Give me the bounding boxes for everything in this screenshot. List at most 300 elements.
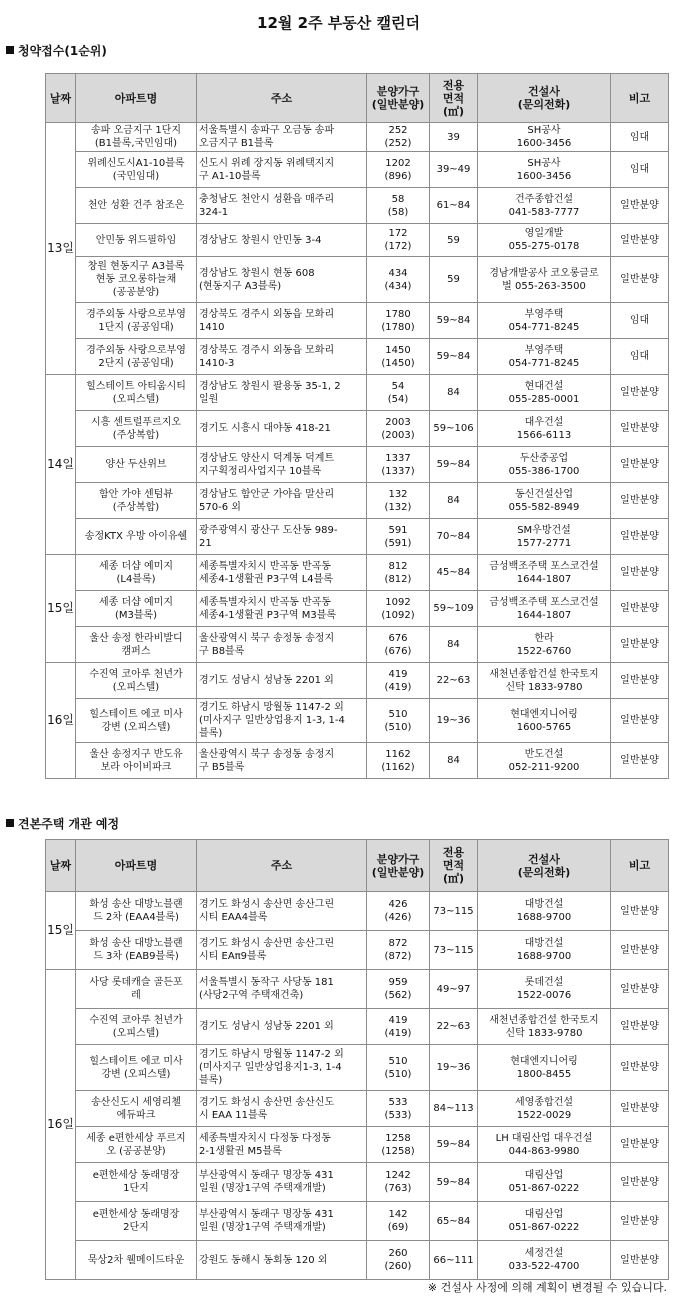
units-line: (763) — [384, 1183, 412, 1194]
address-line: 오금지구 B1블록 — [199, 138, 274, 149]
note-cell: 일반분양 — [611, 257, 669, 303]
header-units — [367, 74, 430, 123]
builder-line: 041-583-7777 — [508, 206, 580, 218]
apartment-name-line: 2단지 (공공임대) — [98, 357, 174, 369]
header-label: (일반분양) — [371, 98, 425, 111]
address-cell — [197, 257, 367, 303]
apartment-name-line: 안민동 위드필하임 — [95, 234, 177, 246]
builder-line: 055-582-8949 — [508, 501, 580, 513]
header-label: 전용 — [442, 846, 465, 859]
units-line: (252) — [384, 138, 412, 149]
builder-cell — [478, 663, 611, 699]
units-line: 1242 — [385, 1170, 411, 1181]
builder-line: 세정건설 — [524, 1248, 564, 1259]
builder-line: 건주종합건설 — [515, 193, 573, 205]
apartment-name-cell — [76, 1163, 197, 1202]
apartment-name-line: 시흥 센트럴푸르지오 — [90, 416, 182, 428]
apartment-name-line: 강변 (오피스텔) — [101, 721, 171, 733]
note-cell: 일반분양 — [611, 970, 669, 1009]
area-cell: 59~106 — [430, 411, 478, 447]
table-row — [46, 1091, 669, 1127]
area-cell: 59~84 — [430, 1163, 478, 1202]
apartment-name-line: e편한세상 동래명장 — [92, 1170, 180, 1181]
area-cell: 22~63 — [430, 1009, 478, 1045]
builder-cell — [478, 447, 611, 483]
area-cell: 84 — [430, 627, 478, 663]
units-line: (1780) — [381, 321, 415, 333]
builder-line: 1522-0029 — [516, 1109, 572, 1121]
apartment-name-line: 레 — [131, 990, 141, 1001]
apartment-name-line: 울산 송정지구 반도유 — [89, 748, 183, 760]
units-cell — [367, 1241, 430, 1280]
table-row — [46, 743, 669, 779]
address-cell — [197, 699, 367, 743]
builder-line: 1800-8455 — [516, 1068, 572, 1080]
units-line: (533) — [384, 1109, 412, 1121]
address-line: 경기도 하남시 망월동 1147-2 외 — [199, 1049, 344, 1060]
units-cell — [367, 519, 430, 555]
apartment-name-line: 송파 오금지구 1단지 — [91, 125, 181, 136]
address-line: (미사지구 일반상업용지1-3, 1-4 — [199, 1062, 342, 1073]
address-line: 세종4-1생활권 P3구역 L4블록 — [199, 573, 333, 585]
note-cell: 일반분양 — [611, 555, 669, 591]
header-label: 면적 — [442, 91, 465, 105]
units-line: (426) — [384, 912, 412, 923]
units-line: (562) — [384, 990, 412, 1001]
address-line: 경기도 성남시 성남동 2201 외 — [199, 1021, 334, 1032]
address-line: 경상남도 함안군 가야읍 말산리 — [199, 488, 335, 500]
address-cell — [197, 1241, 367, 1280]
area-cell: 39~49 — [430, 152, 478, 188]
units-cell — [367, 1045, 430, 1091]
address-cell — [197, 627, 367, 663]
builder-cell — [478, 483, 611, 519]
header-note — [611, 74, 669, 123]
apartment-name-line: 양산 두산위브 — [105, 459, 167, 470]
header-label: 아파트명 — [114, 91, 158, 105]
header-row — [46, 840, 669, 892]
builder-line: 1577-2771 — [516, 537, 572, 549]
address-line: 경상북도 경주시 외동읍 모화리 — [199, 308, 335, 320]
area-cell: 49~97 — [430, 970, 478, 1009]
apartment-name-cell — [76, 123, 197, 152]
apartment-name-line: 송정KTX 우방 아이유쉘 — [84, 531, 188, 542]
apartment-name-line: 힐스테이트 에코 미사 — [89, 1055, 183, 1067]
address-line: 세종특별자치시 반곡동 반곡동 — [199, 596, 331, 608]
apartment-name-line: 울산 송정 한라비발디 — [89, 632, 183, 644]
builder-line: 한라 — [534, 632, 554, 644]
header-label: 날짜 — [49, 91, 72, 105]
units-line: (54) — [387, 393, 409, 405]
units-line: (591) — [384, 537, 412, 549]
header-label: 비고 — [628, 91, 651, 105]
builder-line: 052-211-9200 — [508, 761, 580, 773]
address-cell — [197, 188, 367, 224]
units-line: 142 — [388, 1209, 408, 1220]
units-line: 1162 — [385, 748, 411, 760]
address-line: 세종특별자치시 다정동 다정동 — [199, 1132, 331, 1144]
units-cell — [367, 152, 430, 188]
units-cell — [367, 257, 430, 303]
builder-line: 반도건설 — [524, 748, 564, 760]
apartment-name-line: 세종 더샵 예미지 — [99, 560, 173, 572]
address-line: (현동지구 A3블록) — [199, 280, 282, 292]
builder-cell — [478, 1045, 611, 1091]
units-cell — [367, 1163, 430, 1202]
builder-line: 1600-3456 — [516, 170, 572, 182]
builder-line: 동신건설산업 — [515, 488, 573, 500]
header-address — [197, 840, 367, 892]
builder-line: 경남개발공사 코오롱글로 — [489, 267, 599, 279]
apartment-name-cell — [76, 1009, 197, 1045]
date-cell: 16일 — [46, 663, 76, 779]
builder-cell — [478, 699, 611, 743]
apartment-name-line: 강변 (오피스텔) — [101, 1068, 171, 1080]
units-line: (434) — [384, 280, 412, 292]
units-line: 1337 — [385, 452, 411, 464]
note-cell: 일반분양 — [611, 1045, 669, 1091]
table-row — [46, 224, 669, 257]
apartment-name-line: (주상복합) — [112, 429, 160, 441]
table-row — [46, 1163, 669, 1202]
address-cell — [197, 375, 367, 411]
units-line: 2003 — [385, 416, 411, 428]
units-line: 54 — [391, 380, 405, 392]
apartment-name-cell — [76, 188, 197, 224]
address-line: 세종4-1생활권 P3구역 M3블록 — [199, 609, 337, 621]
header-builder — [478, 840, 611, 892]
units-line: 172 — [388, 228, 408, 239]
header-label: (문의전화) — [517, 865, 571, 879]
builder-line: 영일개발 — [524, 228, 564, 239]
apartment-name-line: 수진역 코아루 천년가 — [89, 1014, 183, 1026]
header-units — [367, 840, 430, 892]
builder-cell — [478, 1009, 611, 1045]
apartment-name-cell — [76, 699, 197, 743]
table-row — [46, 303, 669, 339]
units-line: (1450) — [381, 357, 415, 369]
apartment-name-cell — [76, 555, 197, 591]
address-line: 일원 (명장1구역 주택재개발) — [199, 1183, 326, 1194]
header-address — [197, 74, 367, 123]
units-line: (872) — [384, 951, 412, 962]
units-line: (1092) — [381, 609, 415, 621]
address-line: 부산광역시 동래구 명장동 431 — [199, 1209, 334, 1220]
units-cell — [367, 743, 430, 779]
apartment-name-cell — [76, 224, 197, 257]
address-cell — [197, 892, 367, 931]
address-cell — [197, 743, 367, 779]
header-label: 아파트명 — [114, 859, 158, 872]
header-row — [46, 74, 669, 123]
table-row — [46, 483, 669, 519]
units-line: 419 — [388, 1014, 408, 1026]
apartment-name-cell — [76, 447, 197, 483]
note-cell: 임대 — [611, 123, 669, 152]
units-line: 959 — [388, 977, 408, 988]
address-line: 경기도 시흥시 대야동 418-21 — [199, 423, 331, 434]
area-cell: 84~113 — [430, 1091, 478, 1127]
units-line: (132) — [384, 501, 412, 513]
table-row — [46, 931, 669, 970]
units-line: 132 — [388, 488, 408, 500]
builder-cell — [478, 743, 611, 779]
table-row — [46, 591, 669, 627]
table-row — [46, 555, 669, 591]
area-cell: 59~84 — [430, 447, 478, 483]
area-cell: 45~84 — [430, 555, 478, 591]
units-cell — [367, 375, 430, 411]
builder-line: 신탁 1833-9780 — [505, 681, 583, 693]
apartment-name-line: 드 3차 (EAB9블록) — [93, 951, 179, 962]
note-cell: 일반분양 — [611, 411, 669, 447]
address-cell — [197, 1009, 367, 1045]
builder-cell — [478, 1241, 611, 1280]
address-line: 구 A1-10블록 — [199, 170, 261, 182]
address-cell — [197, 1091, 367, 1127]
header-apartment — [76, 840, 197, 892]
units-line: (419) — [384, 681, 412, 693]
note-cell: 일반분양 — [611, 1127, 669, 1163]
header-area — [430, 74, 478, 123]
units-cell — [367, 1127, 430, 1163]
header-label: 분양가구 — [376, 852, 420, 866]
apartment-name-line: 에듀파크 — [116, 1109, 156, 1121]
builder-line: 현대엔지니어링 — [510, 1055, 578, 1067]
builder-cell — [478, 224, 611, 257]
units-line: (260) — [384, 1261, 412, 1272]
apartment-name-line: 2단지 — [123, 1222, 149, 1233]
units-cell — [367, 892, 430, 931]
address-line: 1410 — [199, 321, 225, 333]
builder-cell — [478, 931, 611, 970]
units-line: 1092 — [385, 596, 411, 608]
apartment-name-line: e편한세상 동래명장 — [92, 1209, 180, 1220]
address-line: 강원도 동해시 동회동 120 외 — [199, 1254, 328, 1266]
address-cell — [197, 152, 367, 188]
area-cell: 22~63 — [430, 663, 478, 699]
area-cell: 84 — [430, 483, 478, 519]
address-cell — [197, 519, 367, 555]
units-line: 252 — [388, 125, 408, 136]
builder-cell — [478, 152, 611, 188]
apartment-name-cell — [76, 339, 197, 375]
apartment-name-cell — [76, 743, 197, 779]
address-line: 경기도 화성시 송산면 송산그린 — [199, 938, 335, 949]
builder-line: 대림산업 — [524, 1170, 564, 1181]
builder-line: 1644-1807 — [516, 609, 572, 621]
apartment-name-cell — [76, 931, 197, 970]
units-line: 1258 — [385, 1132, 411, 1144]
builder-cell — [478, 303, 611, 339]
units-line: 1202 — [385, 157, 411, 169]
address-line: 경상남도 양산시 덕계동 덕계트 — [199, 452, 335, 464]
model-house-table — [45, 839, 669, 1280]
address-cell — [197, 1127, 367, 1163]
address-line: 일원 — [199, 393, 219, 405]
address-line: 일원 (명장1구역 주택재개발) — [199, 1222, 326, 1233]
address-line: 광주광역시 광산구 도산동 989- — [199, 524, 338, 536]
section-heading-label: 견본주택 개관 예정 — [18, 817, 120, 831]
area-cell: 19~36 — [430, 699, 478, 743]
address-line: 570-6 외 — [199, 501, 241, 513]
area-cell: 59~84 — [430, 1127, 478, 1163]
square-bullet-icon — [6, 46, 14, 54]
address-line: 경기도 성남시 성남동 2201 외 — [199, 675, 334, 686]
units-line: (1162) — [381, 761, 415, 773]
units-cell — [367, 123, 430, 152]
builder-cell — [478, 519, 611, 555]
address-line: 서울특별시 동작구 사당동 181 — [199, 977, 334, 988]
note-cell: 일반분양 — [611, 1241, 669, 1280]
units-line: 260 — [388, 1248, 408, 1259]
units-cell — [367, 970, 430, 1009]
units-cell — [367, 447, 430, 483]
area-cell: 59~84 — [430, 339, 478, 375]
address-cell — [197, 555, 367, 591]
builder-cell — [478, 555, 611, 591]
units-line: 676 — [388, 632, 408, 644]
builder-line: 044-863-9980 — [508, 1145, 580, 1157]
header-date — [46, 74, 76, 123]
area-cell: 66~111 — [430, 1241, 478, 1280]
address-cell — [197, 447, 367, 483]
header-area — [430, 840, 478, 892]
apartment-name-cell — [76, 1127, 197, 1163]
builder-cell — [478, 892, 611, 931]
builder-line: 055-285-0001 — [508, 393, 580, 405]
apartment-name-cell — [76, 1091, 197, 1127]
address-line: 경상남도 창원시 안민동 3-4 — [199, 234, 322, 246]
note-cell: 임대 — [611, 303, 669, 339]
builder-line: 055-275-0178 — [508, 241, 580, 252]
units-cell — [367, 224, 430, 257]
address-line: 서울특별시 송파구 오금동 송파 — [199, 125, 335, 136]
apartment-name-line: 드 2차 (EAA4블록) — [93, 912, 179, 923]
builder-line: SH공사 — [527, 125, 561, 136]
apartment-name-cell — [76, 375, 197, 411]
header-label: (㎡) — [442, 104, 465, 118]
units-line: 1450 — [385, 344, 411, 356]
units-cell — [367, 1202, 430, 1241]
builder-line: 051-867-0222 — [508, 1183, 580, 1194]
builder-line: 금성백조주택 포스코건설 — [489, 596, 599, 608]
table-row — [46, 339, 669, 375]
builder-line: 현대엔지니어링 — [510, 708, 578, 720]
address-cell — [197, 483, 367, 519]
note-cell: 일반분양 — [611, 1163, 669, 1202]
units-line: (172) — [384, 241, 412, 252]
address-line: 1410-3 — [199, 357, 235, 369]
table-row — [46, 699, 669, 743]
builder-line: 1688-9700 — [516, 951, 572, 962]
address-line: (사당2구역 주택재건축) — [199, 990, 304, 1001]
builder-cell — [478, 411, 611, 447]
units-cell — [367, 1091, 430, 1127]
apartment-name-line: 힐스테이트 아티움시티 — [86, 380, 186, 392]
table-row — [46, 188, 669, 224]
apartment-name-line: 위례신도시A1-10블록 — [87, 157, 185, 169]
address-cell — [197, 1045, 367, 1091]
units-cell — [367, 1009, 430, 1045]
builder-cell — [478, 188, 611, 224]
table-row — [46, 519, 669, 555]
address-cell — [197, 931, 367, 970]
address-line: 울산광역시 북구 송정동 송정지 — [199, 632, 335, 644]
footnote: ※ 건설사 사정에 의해 계획이 변경될 수 있습니다. — [427, 1281, 667, 1294]
apartment-name-line: 세종 e편한세상 푸르지 — [86, 1132, 186, 1144]
area-cell: 73~115 — [430, 931, 478, 970]
builder-line: 054-771-8245 — [508, 321, 580, 333]
builder-cell — [478, 1202, 611, 1241]
builder-cell — [478, 1091, 611, 1127]
table-row — [46, 970, 669, 1009]
units-line: (812) — [384, 573, 412, 585]
apartment-name-cell — [76, 483, 197, 519]
address-line: 시 EAA 11블록 — [199, 1109, 268, 1121]
apartment-name-line: 1단지 (공공임대) — [98, 321, 174, 333]
apartment-name-cell — [76, 152, 197, 188]
builder-line: 1644-1807 — [516, 573, 572, 585]
builder-cell — [478, 1127, 611, 1163]
table-row — [46, 1045, 669, 1091]
builder-line: 신탁 1833-9780 — [505, 1027, 583, 1039]
apartment-name-line: 송산신도시 세영리첼 — [90, 1096, 182, 1108]
section-heading-model-house — [6, 815, 119, 832]
units-cell — [367, 411, 430, 447]
note-cell: 일반분양 — [611, 892, 669, 931]
address-line: 경상남도 창원시 팔용동 35-1, 2 — [199, 380, 341, 392]
address-line: 시티 EAA4블록 — [199, 912, 268, 923]
units-line: (2003) — [381, 429, 415, 441]
apartment-name-line: 사당 롯데캐슬 골든포 — [89, 977, 183, 988]
area-cell: 59 — [430, 224, 478, 257]
units-cell — [367, 188, 430, 224]
date-cell: 15일 — [46, 555, 76, 663]
apartment-name-cell — [76, 663, 197, 699]
apartment-name-cell — [76, 627, 197, 663]
address-line: 지구획정리사업지구 10블록 — [199, 465, 322, 477]
area-cell: 59~84 — [430, 303, 478, 339]
apartment-name-line: 보라 아이비파크 — [100, 761, 172, 773]
units-cell — [367, 591, 430, 627]
address-cell — [197, 224, 367, 257]
note-cell: 일반분양 — [611, 1009, 669, 1045]
header-label: (일반분양) — [371, 865, 425, 879]
note-cell: 임대 — [611, 339, 669, 375]
table-row — [46, 123, 669, 152]
apartment-name-line: 세종 더샵 예미지 — [99, 596, 173, 608]
builder-line: 054-771-8245 — [508, 357, 580, 369]
apartment-name-line: 함안 가야 센텀뷰 — [99, 488, 173, 500]
builder-line: 두산중공업 — [519, 452, 569, 464]
builder-line: 대방건설 — [524, 938, 564, 949]
apartment-name-line: 화성 송산 대방노블랜 — [89, 899, 183, 910]
apartment-name-line: 천안 성환 건주 참조은 — [87, 200, 185, 211]
note-cell: 일반분양 — [611, 699, 669, 743]
address-cell — [197, 663, 367, 699]
builder-cell — [478, 339, 611, 375]
builder-line: SH공사 — [527, 157, 561, 169]
apartment-name-line: 1단지 — [123, 1183, 149, 1194]
note-cell: 일반분양 — [611, 663, 669, 699]
apartment-name-cell — [76, 519, 197, 555]
header-label: (㎡) — [442, 872, 465, 885]
builder-line: 033-522-4700 — [508, 1261, 580, 1272]
units-line: (1337) — [381, 465, 415, 477]
table-row — [46, 411, 669, 447]
address-line: 블록) — [199, 1075, 223, 1086]
